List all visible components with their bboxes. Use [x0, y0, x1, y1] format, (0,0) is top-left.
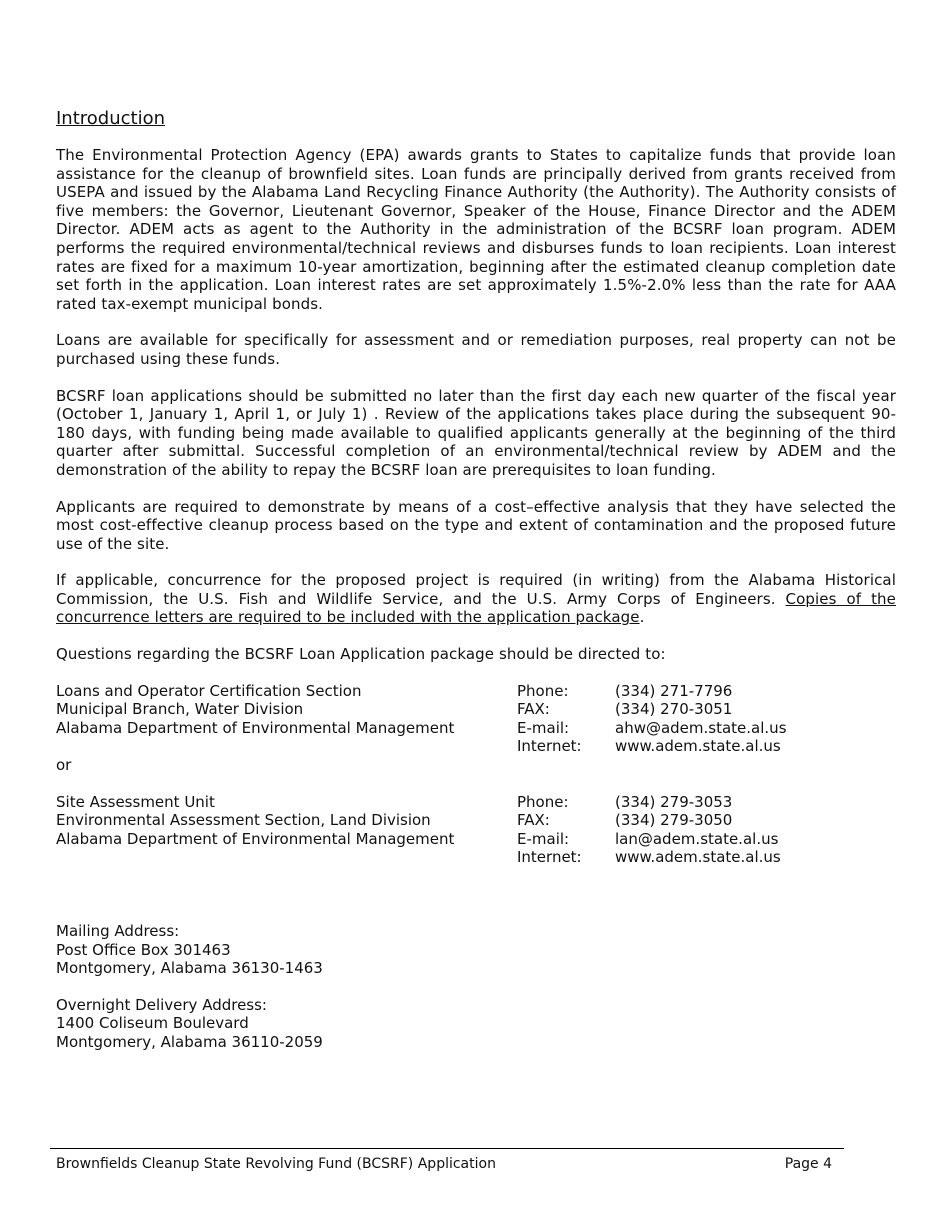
intro-paragraph-2: Loans are available for specifically for assessment and or remediation purposes, real property can not be purchased using these funds.	[56, 331, 896, 368]
footer-title: Brownfields Cleanup State Revolving Fund (BCSRF) Application	[56, 1156, 496, 1172]
email-label: E-mail:	[517, 718, 570, 737]
mailing-address-title: Mailing Address:	[56, 922, 180, 940]
mailing-address	[56, 922, 896, 978]
fax-value: (334) 279-3050	[615, 811, 733, 830]
overnight-address-line: 1400 Coliseum Boulevard	[56, 1014, 249, 1033]
contact-row	[56, 830, 896, 849]
section-heading: Introduction	[56, 108, 166, 129]
contact-row	[56, 811, 896, 830]
intro-paragraph-5	[56, 571, 896, 627]
contact-row	[56, 682, 896, 701]
internet-label: Internet:	[517, 737, 582, 756]
overnight-address-title: Overnight Delivery Address:	[56, 995, 267, 1014]
email-label: E-mail:	[517, 829, 570, 848]
concurrence-period: .	[639, 608, 645, 627]
email-value: ahw@adem.state.al.us	[615, 718, 787, 737]
overnight-address-line: Montgomery, Alabama 36110-2059	[56, 1032, 323, 1051]
internet-label: Internet:	[517, 848, 582, 867]
questions-text: Questions regarding the BCSRF Loan Application package should be directed to:	[56, 645, 666, 664]
contact-row	[56, 848, 896, 867]
intro-paragraph-3: BCSRF loan applications should be submitted no later than the first day each new quarter of the fiscal year (October 1, January 1, April 1, or July 1) . Review of the applications takes place during the subsequent 90-180 days, with funding being made available to qualified applicants generally at the beginning of the third quarter after submittal. Successful completion of an environmental/technical review by ADEM and the demonstration of the ability to repay the BCSRF loan are prerequisites to loan funding.	[56, 386, 896, 479]
fax-label: FAX:	[517, 700, 550, 719]
intro-paragraph-4: Applicants are required to demonstrate by means of a cost–effective analysis that they have selected the most cost-effective cleanup process based on the type and extent of contamination and the proposed future use of the site.	[56, 497, 896, 553]
page-footer	[50, 1148, 844, 1177]
contact-row	[56, 719, 896, 738]
contact-org-line: Environmental Assessment Section, Land Division	[56, 811, 431, 830]
concurrence-underlined-text: Copies of the concurrence letters are required to be included with the application package	[56, 589, 896, 627]
contact-block-water	[56, 682, 896, 756]
contact-row	[56, 737, 896, 756]
contact-org-line: Site Assessment Unit	[56, 792, 215, 811]
contact-org-line: Loans and Operator Certification Section	[56, 681, 362, 700]
internet-value: www.adem.state.al.us	[615, 737, 781, 756]
mailing-address-line: Montgomery, Alabama 36130-1463	[56, 959, 323, 978]
contact-org-line: Municipal Branch, Water Division	[56, 700, 304, 719]
mailing-address-line: Post Office Box 301463	[56, 940, 231, 959]
internet-value: www.adem.state.al.us	[615, 848, 781, 867]
intro-paragraph-1: The Environmental Protection Agency (EPA) awards grants to States to capitalize funds that provide loan assistance for the cleanup of brownfield sites. Loan funds are principally derived from grants received from USEPA and issued by the Alabama Land Recycling Finance Authority (the Authority). The Authority consists of five members: the Governor, Lieutenant Governor, Speaker of the House, Finance Director and the ADEM Director. ADEM acts as agent to the Authority in the administration of the BCSRF loan program. ADEM performs the required environmental/technical reviews and disburses funds to loan recipients. Loan interest rates are fixed for a maximum 10-year amortization, beginning after the estimated cleanup completion date set forth in the application. Loan interest rates are set approximately 1.5%-2.0% less than the rate for AAA rated tax-exempt municipal bonds.	[56, 146, 896, 313]
fax-value: (334) 270-3051	[615, 700, 733, 719]
concurrence-text: If applicable, concurrence for the proposed project is required (in writing) from the Alabama Historical Commission, the U.S. Fish and Wildlife Service, and the U.S. Army Corps of Engineers.	[56, 571, 896, 608]
document-page	[56, 108, 896, 1052]
contact-org-line: Alabama Department of Environmental Management	[56, 829, 455, 848]
phone-label: Phone:	[517, 681, 569, 700]
page-number: Page 4	[784, 1156, 832, 1172]
overnight-address	[56, 996, 896, 1052]
contact-row	[56, 793, 896, 812]
phone-value: (334) 271-7796	[615, 681, 733, 700]
contact-block-land	[56, 793, 896, 867]
contact-row	[56, 700, 896, 719]
phone-label: Phone:	[517, 792, 569, 811]
fax-label: FAX:	[517, 811, 550, 830]
email-value: lan@adem.state.al.us	[615, 829, 779, 848]
or-separator: or	[56, 756, 72, 775]
phone-value: (334) 279-3053	[615, 792, 733, 811]
contact-org-line: Alabama Department of Environmental Management	[56, 718, 455, 737]
